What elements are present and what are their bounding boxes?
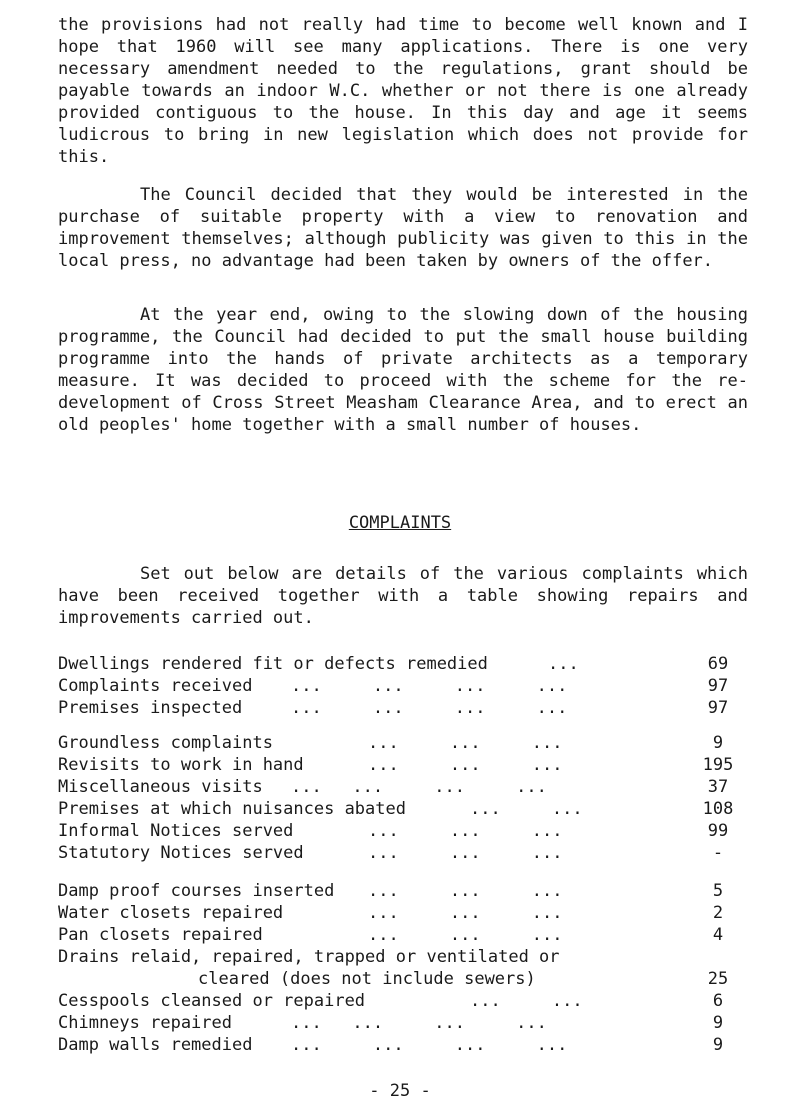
table-row [58,675,748,697]
row-leader: ... ... [470,991,583,1011]
row-label: Chimneys repaired [58,1013,232,1033]
row-label: cleared (does not include sewers) [198,969,536,989]
paragraph-1: the provisions had not really had time to become well known and I hope that 1960 will see many applications. There is one very necessary amendment needed to the regulations, grant should be payable towards an indoor W.C. whether or not there is one already provided contiguous to the house. In this day and age it seems ludicrous to bring in new legislation which does not provide for this. [58,15,748,167]
row-value: 9 [712,1013,724,1033]
table-row [58,1034,748,1056]
table-row [58,924,748,946]
table-row [58,820,748,842]
row-label: Groundless complaints [58,733,273,753]
row-leader: ... ... ... [368,843,563,863]
row-value: 9 [712,1035,724,1055]
row-value: 4 [712,925,724,945]
table-row [58,880,748,902]
row-value: 99 [707,821,729,841]
row-label: Water closets repaired [58,903,284,923]
row-leader: ... ... ... [368,821,563,841]
table-row [58,776,748,798]
table-row [58,697,748,719]
table-row [58,946,748,968]
row-leader: ... ... ... ... [291,676,568,696]
row-leader: ... ... ... [368,755,563,775]
row-leader: ... ... ... ... [291,777,547,797]
row-leader: ... ... ... ... [291,1035,568,1055]
row-value: 2 [712,903,724,923]
row-label: Statutory Notices served [58,843,304,863]
summary-table-group-2 [58,732,748,864]
section-heading: COMPLAINTS [348,513,452,533]
summary-table-group-3 [58,880,748,1056]
summary-table-group-1 [58,653,748,719]
row-leader: ... ... ... [368,925,563,945]
row-leader: ... ... [470,799,583,819]
row-label: Damp walls remedied [58,1035,253,1055]
table-row [58,902,748,924]
row-label: Damp proof courses inserted [58,881,335,901]
row-label: Dwellings rendered fit or defects remedied [58,654,488,674]
row-leader: ... [548,654,579,674]
table-row [58,754,748,776]
row-value: 9 [712,733,724,753]
table-row [58,798,748,820]
row-value: 97 [707,676,729,696]
paragraph-2: The Council decided that they would be interested in the purchase of suitable property with a view to renovation and improvement themselves; although publicity was given to this in the local press, no advantage had been taken by owners of the offer. [58,185,748,271]
intro-paragraph: Set out below are details of the various complaints which have been received together with a table showing repairs and improvements carried out. [58,564,748,628]
row-label: Complaints received [58,676,253,696]
row-leader: ... ... ... ... [291,1013,547,1033]
paragraph-3: At the year end, owing to the slowing down of the housing programme, the Council had decided to put the small house building programme into the hands of private architects as a temporary measure. It was decided to proceed with the scheme for the re-development of Cross Street Measham Clearance Area, and to erect an old peoples' home together with a small number of houses. [58,305,748,435]
row-label: Drains relaid, repaired, trapped or ventilated or [58,947,560,967]
page-number: - 25 - [369,1081,431,1101]
row-value: 25 [707,969,729,989]
table-row [58,1012,748,1034]
row-label: Premises at which nuisances abated [58,799,406,819]
row-value: 6 [712,991,724,1011]
row-leader: ... ... ... [368,733,563,753]
row-label: Pan closets repaired [58,925,263,945]
table-row [58,732,748,754]
row-value: 37 [707,777,729,797]
row-label: Miscellaneous visits [58,777,263,797]
row-value: 5 [712,881,724,901]
table-row [58,653,748,675]
row-value: 97 [707,698,729,718]
row-label: Cesspools cleansed or repaired [58,991,366,1011]
table-row [58,990,748,1012]
row-label: Informal Notices served [58,821,294,841]
row-label: Revisits to work in hand [58,755,304,775]
row-value: 108 [702,799,734,819]
row-leader: ... ... ... [368,903,563,923]
row-leader: ... ... ... [368,881,563,901]
table-row [58,842,748,864]
table-row [58,968,748,990]
row-value: 69 [707,654,729,674]
row-value: 195 [702,755,734,775]
row-leader: ... ... ... ... [291,698,568,718]
row-value: - [712,843,724,863]
row-label: Premises inspected [58,698,243,718]
